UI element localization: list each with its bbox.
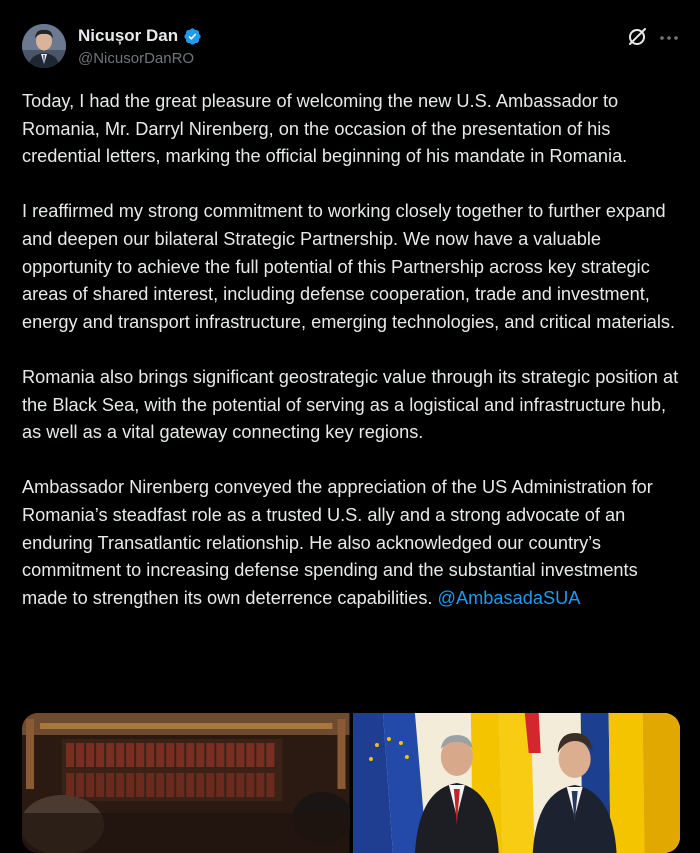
post-header: [22, 22, 680, 70]
media-photo-left[interactable]: [22, 713, 350, 853]
author-handle[interactable]: @NicusorDanRO: [78, 50, 195, 67]
verified-badge-icon: [183, 27, 202, 46]
avatar[interactable]: [22, 24, 66, 68]
post-text: [22, 88, 686, 640]
author-name[interactable]: [78, 26, 202, 46]
post-paragraph: Today, I had the great pleasure of welcoming the new U.S. Ambassador to Romania, Mr. Darryl Nirenberg, on the occasion of the presentation of his credential letters, marking the official beginning of his mandate in Romania.: [22, 91, 628, 167]
post-paragraph: Romania also brings significant geostrategic value through its strategic position at the Black Sea, with the potential of serving as a logistical and infrastructure hub, as well as a vital gateway connecting key regions.: [22, 366, 679, 443]
media-photo-right[interactable]: [353, 713, 681, 853]
author-name-text[interactable]: Nicușor Dan: [78, 26, 179, 45]
post-paragraph-last: [22, 474, 686, 612]
mention-link[interactable]: @AmbasadaSUA: [437, 587, 581, 608]
grok-icon[interactable]: [626, 26, 648, 48]
post-paragraph-text: Ambassador Nirenberg conveyed the appreciation of the US Administration for Romania’s steadfast role as a trusted U.S. ally and a strong advocate of an enduring Transatlantic relationship. He also acknowledged our country’s commitment to increasing defense spending and the substantial investments made to strengthen its own deterrence capabilities.: [22, 477, 653, 608]
media-grid: [22, 713, 680, 853]
more-options-icon[interactable]: [658, 28, 680, 48]
post-paragraph: I reaffirmed my strong commitment to working closely together to further expand and deepen our bilateral Strategic Partnership. We now have a valuable opportunity to achieve the full potential of this Partnership across key strategic areas of shared interest, including defense cooperation, trade and investment, energy and transport infrastructure, emerging technologies, and critical materials.: [22, 201, 676, 332]
